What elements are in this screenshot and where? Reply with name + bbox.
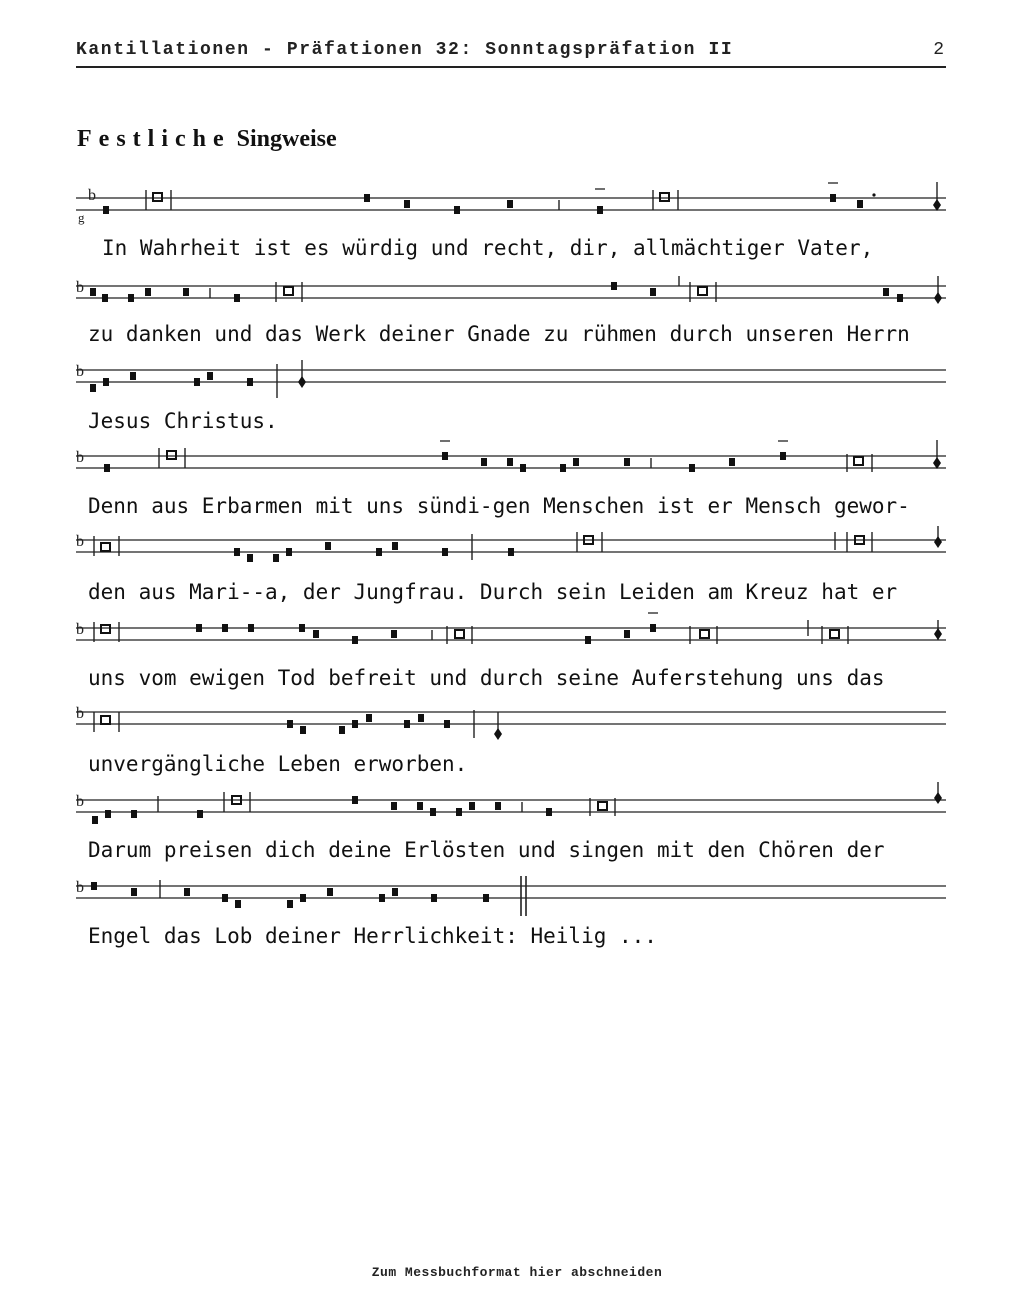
staff-7 — [0, 698, 1022, 758]
section-title-rest: Singweise — [236, 126, 337, 152]
staff-1 — [0, 180, 1022, 240]
staff-2-notation — [0, 268, 1022, 328]
staff-1-notation — [0, 180, 1022, 240]
staff-4 — [0, 438, 1022, 498]
flat-sign: b — [76, 363, 84, 380]
lyric-line-4: Denn aus Erbarmen mit uns sündi-gen Menschen ist er Mensch gewor- — [88, 494, 910, 518]
page-number: 2 — [933, 40, 944, 60]
staff-7-notation — [0, 698, 1022, 758]
staff-3 — [0, 356, 1022, 416]
staff-5 — [0, 526, 1022, 586]
staff-4-notation — [0, 438, 1022, 498]
clef-letter: g — [78, 210, 85, 225]
lyric-line-9: Engel das Lob deiner Herrlichkeit: Heilig ... — [88, 924, 657, 948]
page-header — [76, 40, 946, 68]
staff-8 — [0, 782, 1022, 842]
flat-sign: b — [76, 705, 84, 722]
section-title — [77, 126, 337, 153]
flat-sign: b — [76, 793, 84, 810]
flat-sign: b — [76, 621, 84, 638]
section-title-spaced: Festliche — [77, 126, 231, 152]
cut-here-note: Zum Messbuchformat hier abschneiden — [371, 1265, 663, 1280]
lyric-line-6: uns vom ewigen Tod befreit und durch seine Auferstehung uns das — [88, 666, 885, 690]
lyric-line-7: unvergängliche Leben erworben. — [88, 752, 468, 776]
lyric-line-3: Jesus Christus. — [88, 409, 278, 433]
flat-sign: b — [76, 449, 84, 466]
staff-5-notation — [0, 526, 1022, 586]
flat-sign: b — [76, 533, 84, 550]
staff-3-notation — [0, 356, 1022, 416]
staff-9-notation — [0, 870, 1022, 930]
staff-6-notation — [0, 612, 1022, 672]
lyric-line-1: In Wahrheit ist es würdig und recht, dir, allmächtiger Vater, — [102, 236, 874, 260]
header-title: Kantillationen - Präfationen 32: Sonntagspräfation II — [76, 40, 734, 60]
lyric-line-5: den aus Mari--a, der Jungfrau. Durch sein Leiden am Kreuz hat er — [88, 580, 898, 604]
staff-9 — [0, 870, 1022, 930]
flat-sign: b — [88, 187, 96, 204]
lyric-line-2: zu danken und das Werk deiner Gnade zu rühmen durch unseren Herrn — [88, 322, 910, 346]
flat-sign: b — [76, 279, 84, 296]
staff-6 — [0, 612, 1022, 672]
staff-2 — [0, 268, 1022, 328]
lyric-line-8: Darum preisen dich deine Erlösten und singen mit den Chören der — [88, 838, 885, 862]
staff-8-notation — [0, 782, 1022, 842]
flat-sign: b — [76, 879, 84, 896]
